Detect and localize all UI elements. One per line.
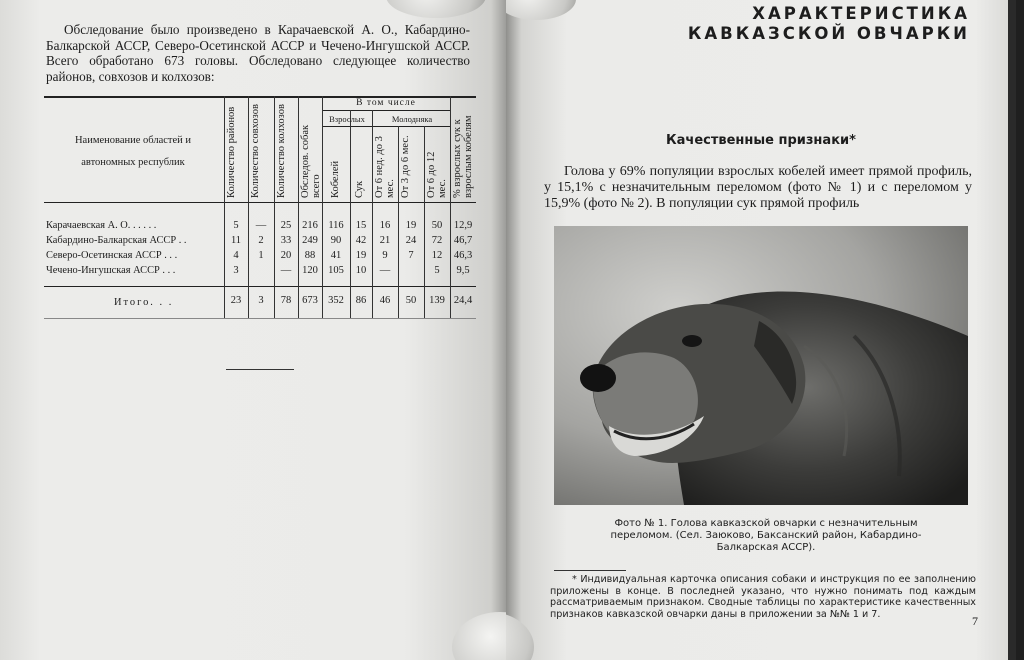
col-header-3m-6m: От 3 до 6 мес. xyxy=(400,135,411,198)
table-cell: 10 xyxy=(355,265,367,276)
thumb-bottom-right xyxy=(506,612,534,660)
table-total-rule xyxy=(44,286,476,287)
finger-top xyxy=(386,0,486,18)
section-title: Качественные признаки* xyxy=(666,133,856,148)
col-header-6w-3m: От 6 нед. до 3 мес. xyxy=(374,136,396,198)
table-cell: — xyxy=(280,265,292,276)
table-cell: 105 xyxy=(328,265,344,276)
section-separator xyxy=(226,369,294,370)
table-cell: — xyxy=(255,220,267,231)
group-rule xyxy=(322,110,450,111)
table-cell: 5 xyxy=(233,220,239,231)
table-total-cell: 139 xyxy=(429,295,445,306)
footnote: * Индивидуальная карточка описания собаки и инструкция по ее заполнению приложены в конце. В последней указано, что нужно понимать под каждым рассматриваемым признаком. Сводные таблицы по характеристике качественных признаков кавказской овчарки даны в приложении за №№ 1 и 7. xyxy=(550,574,976,620)
col-header-districts: Количество районов xyxy=(226,106,237,198)
col-header-sovkhozes: Количество совхозов xyxy=(250,104,261,198)
table-cell: — xyxy=(379,265,391,276)
table-cell: 2 xyxy=(258,235,264,246)
intro-paragraph: Обследование было произведено в Карачаевской А. О., Кабардино-Балкарской АССР, Северо-Осетинской АССР и Чечено-Ингушской АССР. Всего обработано 673 головы. Обследовано следующее количество районов, совхозов и колхозов: xyxy=(46,22,470,84)
table-total-cell: 673 xyxy=(302,295,318,306)
table-header-rule xyxy=(44,202,476,203)
table-total-cell: 3 xyxy=(258,295,264,306)
left-page xyxy=(0,0,506,660)
col-divider xyxy=(350,110,351,318)
table-cell: 24 xyxy=(405,235,417,246)
table-cell: 12,9 xyxy=(453,220,473,231)
table-bottom-rule xyxy=(44,318,476,319)
table-total-cell: 24,4 xyxy=(453,295,473,306)
col-header-females: Сук xyxy=(354,180,365,198)
thumb-bottom xyxy=(452,612,506,660)
table-cell: 11 xyxy=(230,235,242,246)
page-edge xyxy=(1008,0,1016,660)
table-cell: 72 xyxy=(431,235,443,246)
page-number: 7 xyxy=(972,614,978,628)
col-divider xyxy=(274,96,275,318)
col-divider xyxy=(322,96,323,318)
finger-top-right xyxy=(506,0,576,20)
table-cell: 9,5 xyxy=(456,265,470,276)
table-cell: 249 xyxy=(302,235,318,246)
table-cell: 3 xyxy=(233,265,239,276)
table-cell: 19 xyxy=(355,250,367,261)
body-paragraph: Голова у 69% популяции взрослых кобелей имеет прямой профиль, у 15,1% с незначительным переломом (фото № 1) и с переломом у 15,9% (фото № 2). В популяции сук прямой профиль xyxy=(544,164,972,211)
dog-head-image xyxy=(554,226,968,505)
table-cell: 33 xyxy=(280,235,292,246)
table-cell: 50 xyxy=(431,220,443,231)
table-cell: 46,3 xyxy=(453,250,473,261)
right-page xyxy=(506,0,1016,660)
col-header-kolkhozes: Количество колхозов xyxy=(276,104,287,198)
col-divider xyxy=(298,96,299,318)
group-header: В том числе xyxy=(356,98,416,108)
table-row-label: Северо-Осетинская АССР . . . xyxy=(46,250,178,261)
dog-photo xyxy=(554,226,968,505)
table-cell: 116 xyxy=(328,220,344,231)
heading-line-2: КАВКАЗСКОЙ ОВЧАРКИ xyxy=(687,24,970,43)
col-divider xyxy=(248,96,249,318)
subgroup-rule xyxy=(322,126,450,127)
table-total-cell: 78 xyxy=(280,295,292,306)
table-row-label: Чечено-Ингушская АССР . . . xyxy=(46,265,176,276)
header-region-name: Наименование областей и автономных республик xyxy=(74,135,192,168)
subgroup-adults: Взрослых xyxy=(329,114,365,124)
survey-table xyxy=(44,96,476,320)
col-divider xyxy=(450,96,451,318)
table-cell: 19 xyxy=(405,220,417,231)
table-total-cell: 46 xyxy=(379,295,391,306)
table-cell: 4 xyxy=(233,250,239,261)
table-total-cell: 23 xyxy=(230,295,242,306)
col-header-6m-12m: От 6 до 12 мес. xyxy=(426,151,448,198)
table-cell: 20 xyxy=(280,250,292,261)
table-cell: 16 xyxy=(379,220,391,231)
footnote-rule xyxy=(554,570,626,571)
table-row-label: Кабардино-Балкарская АССР . . xyxy=(46,235,187,246)
table-cell: 42 xyxy=(355,235,367,246)
table-total-cell: 50 xyxy=(405,295,417,306)
table-total-cell: 86 xyxy=(355,295,367,306)
table-cell: 41 xyxy=(330,250,342,261)
table-cell: 46,7 xyxy=(453,235,473,246)
col-header-males: Кобелей xyxy=(330,160,341,198)
table-cell: 9 xyxy=(382,250,388,261)
table-cell: 88 xyxy=(304,250,316,261)
table-cell: 15 xyxy=(355,220,367,231)
photo-caption: Фото № 1. Голова кавказской овчарки с незначительным переломом. (Сел. Заюково, Баксанский район, Кабардино-Балкарская АССР). xyxy=(610,518,922,553)
table-cell: 120 xyxy=(302,265,318,276)
col-header-dogs-total: Обследов. собак всего xyxy=(300,124,322,198)
table-cell: 1 xyxy=(258,250,264,261)
chapter-heading xyxy=(688,4,970,44)
table-total-cell: 352 xyxy=(328,295,344,306)
col-divider xyxy=(372,110,373,318)
table-cell: 216 xyxy=(302,220,318,231)
table-cell: 5 xyxy=(434,265,440,276)
table-cell: 12 xyxy=(431,250,443,261)
table-cell: 7 xyxy=(408,250,414,261)
subgroup-young: Молодняка xyxy=(391,114,433,124)
heading-line-1: ХАРАКТЕРИСТИКА xyxy=(752,4,970,23)
table-total-label: Итого. . . xyxy=(114,297,174,308)
table-cell: 25 xyxy=(280,220,292,231)
col-header-percent: % взрослых сук к взрослым кобелям xyxy=(452,115,474,198)
table-row-label: Карачаевская А. О. . . . . . xyxy=(46,220,157,231)
table-cell: 21 xyxy=(379,235,391,246)
table-cell: 90 xyxy=(330,235,342,246)
col-divider xyxy=(224,96,225,318)
